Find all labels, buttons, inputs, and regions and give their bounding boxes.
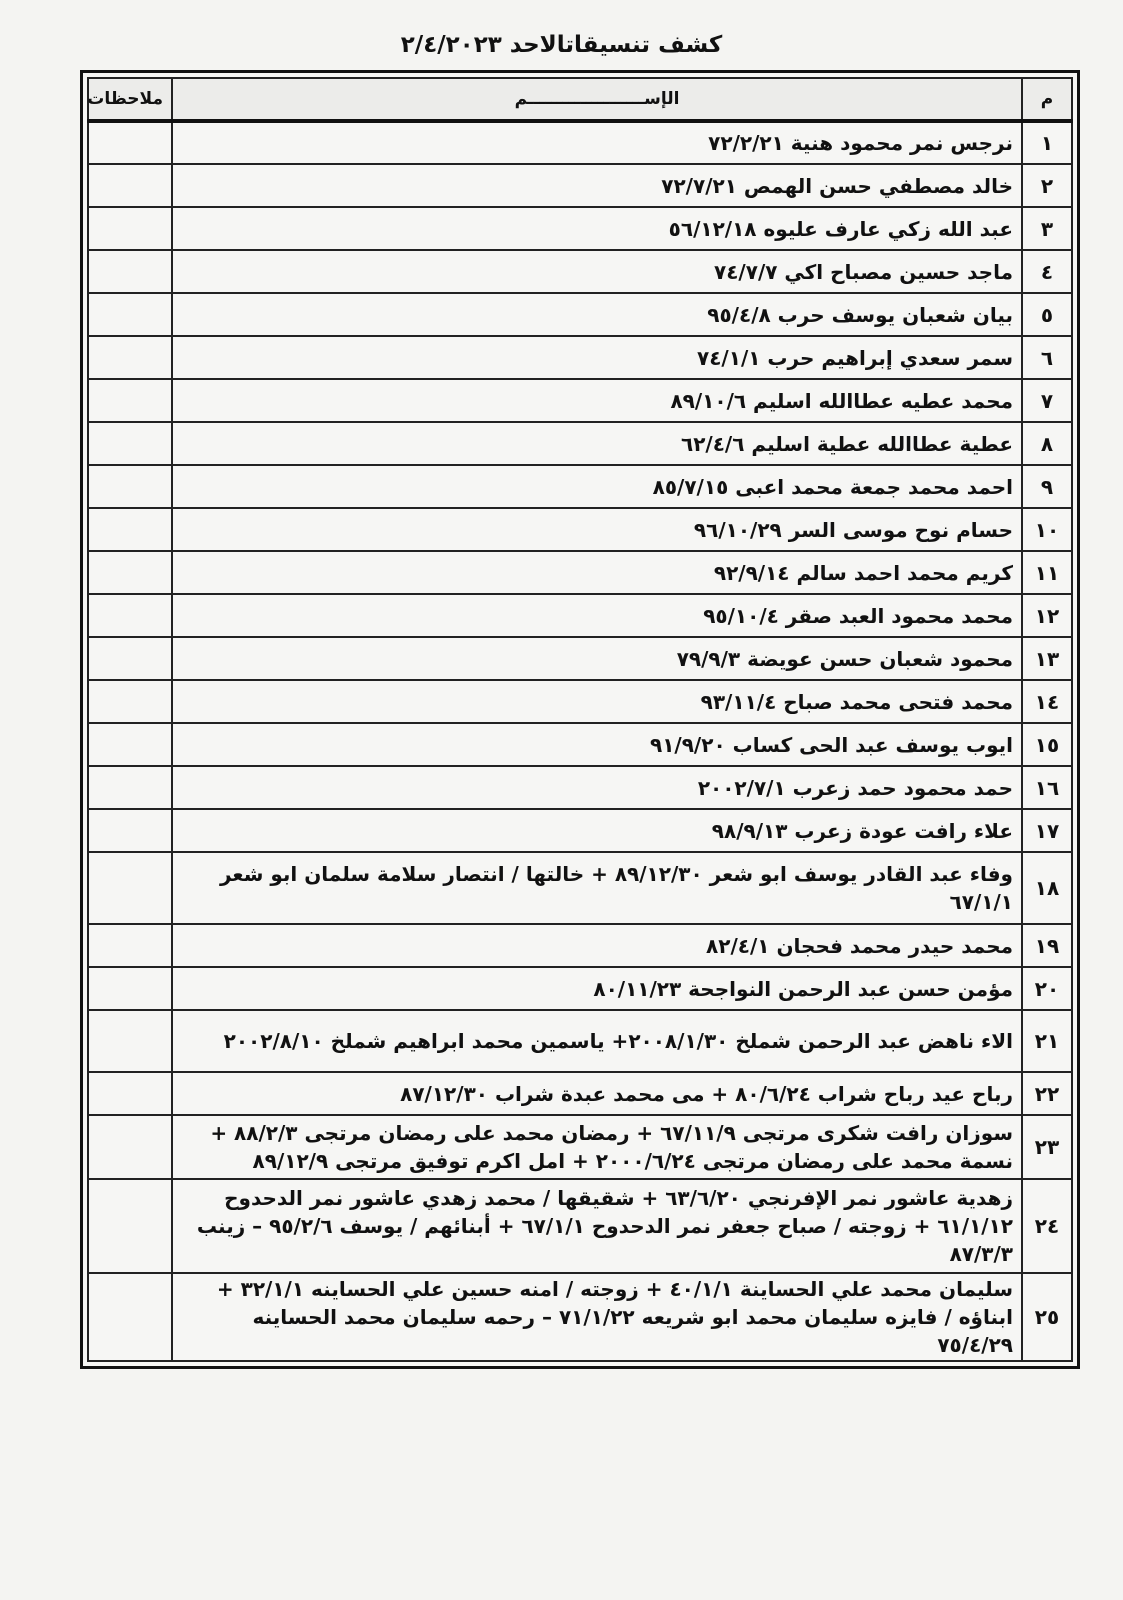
row-name: عطية عطاالله عطية اسليم ٦٢/٤/٦ xyxy=(172,422,1022,465)
table-row xyxy=(88,508,1072,551)
row-number: ١٠ xyxy=(1022,508,1072,551)
table-row xyxy=(88,250,1072,293)
table-row xyxy=(88,723,1072,766)
row-name: سمر سعدي إبراهيم حرب ٧٤/١/١ xyxy=(172,336,1022,379)
row-number: ١١ xyxy=(1022,551,1072,594)
table-row xyxy=(88,924,1072,967)
row-name: سوزان رافت شكرى مرتجى ٦٧/١١/٩ + رمضان محمد على رمضان مرتجى ٨٨/٢/٣ + نسمة محمد على رمضان مرتجى ٢٠٠٠/٦/٢٤ + امل اكرم توفيق مرتجى ٨٩/١٢/٩ xyxy=(172,1115,1022,1179)
table-row xyxy=(88,422,1072,465)
row-notes xyxy=(88,508,172,551)
row-name: احمد محمد جمعة محمد اعبى ٨٥/٧/١٥ xyxy=(172,465,1022,508)
table-row xyxy=(88,551,1072,594)
row-notes xyxy=(88,336,172,379)
row-number: ٢٣ xyxy=(1022,1115,1072,1179)
row-number: ٢٤ xyxy=(1022,1179,1072,1273)
table-row xyxy=(88,1010,1072,1072)
row-number: ٢٥ xyxy=(1022,1273,1072,1361)
table-row xyxy=(88,852,1072,924)
row-notes xyxy=(88,1072,172,1115)
row-number: ١٩ xyxy=(1022,924,1072,967)
row-number: ١٧ xyxy=(1022,809,1072,852)
row-notes xyxy=(88,766,172,809)
row-notes xyxy=(88,379,172,422)
row-number: ١٢ xyxy=(1022,594,1072,637)
row-notes xyxy=(88,852,172,924)
row-number: ١٥ xyxy=(1022,723,1072,766)
row-notes xyxy=(88,723,172,766)
row-notes xyxy=(88,465,172,508)
row-name: محمد عطيه عطاالله اسليم ٨٩/١٠/٦ xyxy=(172,379,1022,422)
row-notes xyxy=(88,924,172,967)
row-name: حسام نوح موسى السر ٩٦/١٠/٢٩ xyxy=(172,508,1022,551)
row-number: ٢٠ xyxy=(1022,967,1072,1010)
row-name: محمود شعبان حسن عويضة ٧٩/٩/٣ xyxy=(172,637,1022,680)
header-notes: ملاحظات xyxy=(88,78,172,121)
row-name: عبد الله زكي عارف عليوه ٥٦/١٢/١٨ xyxy=(172,207,1022,250)
table-row xyxy=(88,465,1072,508)
row-number: ١٣ xyxy=(1022,637,1072,680)
table-body xyxy=(88,121,1072,1361)
table-row xyxy=(88,379,1072,422)
row-name: بيان شعبان يوسف حرب ٩٥/٤/٨ xyxy=(172,293,1022,336)
row-name: محمد محمود العبد صقر ٩٥/١٠/٤ xyxy=(172,594,1022,637)
header-number: م xyxy=(1022,78,1072,121)
table-row xyxy=(88,1115,1072,1179)
table-row xyxy=(88,1273,1072,1361)
table-row xyxy=(88,293,1072,336)
row-name: ايوب يوسف عبد الحى كساب ٩١/٩/٢٠ xyxy=(172,723,1022,766)
row-number: ٢٢ xyxy=(1022,1072,1072,1115)
roster-table xyxy=(87,77,1073,1362)
row-notes xyxy=(88,551,172,594)
row-name: مؤمن حسن عبد الرحمن النواجحة ٨٠/١١/٢٣ xyxy=(172,967,1022,1010)
row-number: ٩ xyxy=(1022,465,1072,508)
row-name: الاء ناهض عبد الرحمن شملخ ٢٠٠٨/١/٣٠+ ياسمين محمد ابراهيم شملخ ٢٠٠٢/٨/١٠ xyxy=(172,1010,1022,1072)
table-row xyxy=(88,207,1072,250)
row-name: كريم محمد احمد سالم ٩٢/٩/١٤ xyxy=(172,551,1022,594)
row-name: زهدية عاشور نمر الإفرنجي ٦٣/٦/٢٠ + شقيقها / محمد زهدي عاشور نمر الدحدوح ٦١/١/١٢ + زوجته / صباح جعفر نمر الدحدوح ٦٧/١/١ + أبنائهم / يوسف ٩٥/٢/٦ – زينب ٨٧/٣/٣ xyxy=(172,1179,1022,1273)
page-title: كشف تنسيقاتالاحد ٢/٤/٢٠٢٣ xyxy=(400,32,723,58)
table-row xyxy=(88,967,1072,1010)
table-row xyxy=(88,766,1072,809)
row-name: ماجد حسين مصباح اكي ٧٤/٧/٧ xyxy=(172,250,1022,293)
row-number: ١٨ xyxy=(1022,852,1072,924)
row-notes xyxy=(88,250,172,293)
row-number: ٤ xyxy=(1022,250,1072,293)
row-number: ٢ xyxy=(1022,164,1072,207)
table-row xyxy=(88,680,1072,723)
row-notes xyxy=(88,164,172,207)
row-notes xyxy=(88,1115,172,1179)
table-row xyxy=(88,637,1072,680)
row-notes xyxy=(88,422,172,465)
row-name: وفاء عبد القادر يوسف ابو شعر ٨٩/١٢/٣٠ + خالتها / انتصار سلامة سلمان ابو شعر ٦٧/١/١ xyxy=(172,852,1022,924)
row-number: ١٦ xyxy=(1022,766,1072,809)
table-row xyxy=(88,164,1072,207)
row-notes xyxy=(88,1179,172,1273)
table-row xyxy=(88,809,1072,852)
row-name: علاء رافت عودة زعرب ٩٨/٩/١٣ xyxy=(172,809,1022,852)
row-notes xyxy=(88,680,172,723)
row-notes xyxy=(88,207,172,250)
row-number: ٨ xyxy=(1022,422,1072,465)
row-name: محمد فتحى محمد صباح ٩٣/١١/٤ xyxy=(172,680,1022,723)
row-name: نرجس نمر محمود هنية ٧٢/٢/٢١ xyxy=(172,121,1022,164)
row-number: ٦ xyxy=(1022,336,1072,379)
row-notes xyxy=(88,594,172,637)
row-name: خالد مصطفي حسن الهمص ٧٢/٧/٢١ xyxy=(172,164,1022,207)
header-name: الإســــــــــــــــــــم xyxy=(172,78,1022,121)
row-name: سليمان محمد علي الحساينة ٤٠/١/١ + زوجته / امنه حسين علي الحساينه ٣٢/١/١ + ابناؤه / فايزه سليمان محمد ابو شريعه ٧١/١/٢٢ – رحمه سليمان محمد الحساينه ٧٥/٤/٢٩ xyxy=(172,1273,1022,1361)
row-notes xyxy=(88,637,172,680)
row-notes xyxy=(88,121,172,164)
row-number: ٧ xyxy=(1022,379,1072,422)
row-name: حمد محمود حمد زعرب ٢٠٠٢/٧/١ xyxy=(172,766,1022,809)
row-notes xyxy=(88,293,172,336)
table-header-row xyxy=(88,78,1072,121)
table-row xyxy=(88,594,1072,637)
table-row xyxy=(88,1072,1072,1115)
roster-table-frame xyxy=(80,70,1080,1369)
row-number: ١٤ xyxy=(1022,680,1072,723)
row-notes xyxy=(88,967,172,1010)
row-notes xyxy=(88,809,172,852)
table-row xyxy=(88,1179,1072,1273)
table-row xyxy=(88,121,1072,164)
row-notes xyxy=(88,1273,172,1361)
row-number: ٥ xyxy=(1022,293,1072,336)
table-row xyxy=(88,336,1072,379)
row-number: ٢١ xyxy=(1022,1010,1072,1072)
row-notes xyxy=(88,1010,172,1072)
row-name: محمد حيدر محمد فحجان ٨٢/٤/١ xyxy=(172,924,1022,967)
row-name: رباح عيد رباح شراب ٨٠/٦/٢٤ + مى محمد عبدة شراب ٨٧/١٢/٣٠ xyxy=(172,1072,1022,1115)
row-number: ١ xyxy=(1022,121,1072,164)
row-number: ٣ xyxy=(1022,207,1072,250)
